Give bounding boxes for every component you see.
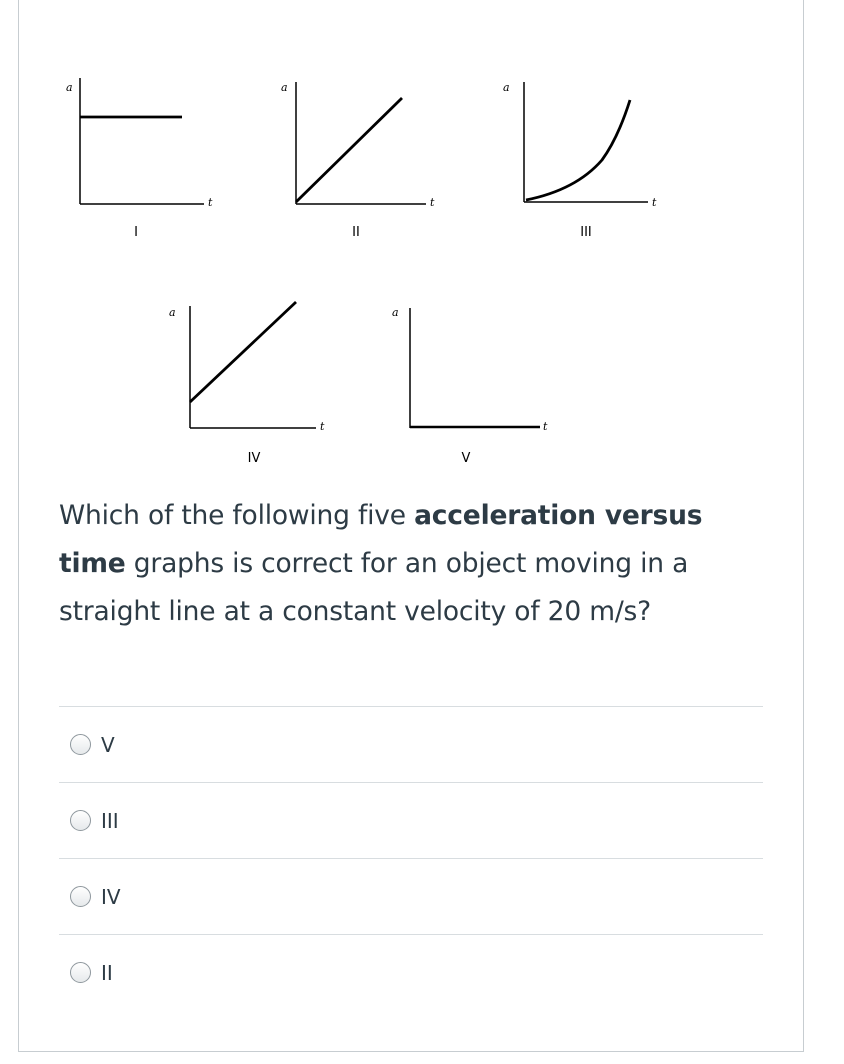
graph-i-t-label: t [208,196,213,209]
graph-iv-numeral: IV [247,451,261,466]
graph-ii-curve [296,98,402,202]
question-bold-text: acceleration versus time [59,500,703,579]
answer-label: III [101,808,119,833]
graph-ii-a-label: a [281,81,288,94]
answer-label: II [101,960,113,985]
graph-i-a-label: a [66,81,73,94]
question-text-after: graphs is correct for an object moving in a straight line at a constant velocity of 20 m/s? [59,548,689,627]
graphs-figure [0,0,844,480]
graph-v [392,306,548,466]
graph-iv-curve [190,302,296,402]
radio-button[interactable] [70,810,91,831]
answer-list [59,706,763,1010]
question-text [59,492,749,636]
graph-v-numeral: V [461,451,471,466]
graph-i [66,78,213,240]
graph-ii-numeral: II [352,225,360,240]
question-text-before: Which of the following five [59,500,415,531]
graph-iii-numeral: III [580,225,592,240]
graphs-svg [0,0,844,480]
graph-iii [503,81,657,240]
answer-option-iii[interactable] [59,782,763,858]
graph-iv-a-label: a [169,306,176,319]
radio-button[interactable] [70,962,91,983]
radio-button[interactable] [70,734,91,755]
answer-label: IV [101,884,121,909]
graph-ii [281,81,435,240]
graph-i-numeral: I [134,225,138,240]
graph-iii-a-label: a [503,81,510,94]
answer-option-ii[interactable] [59,934,763,1010]
answer-option-iv[interactable] [59,858,763,934]
answer-option-v[interactable] [59,706,763,782]
radio-button[interactable] [70,886,91,907]
graph-iv-t-label: t [320,420,325,433]
graph-iii-t-label: t [652,196,657,209]
graph-iv [169,302,325,466]
graph-ii-t-label: t [430,196,435,209]
graph-v-a-label: a [392,306,399,319]
graph-v-t-label: t [543,420,548,433]
answer-label: V [101,732,115,757]
graph-iii-curve [526,100,630,200]
